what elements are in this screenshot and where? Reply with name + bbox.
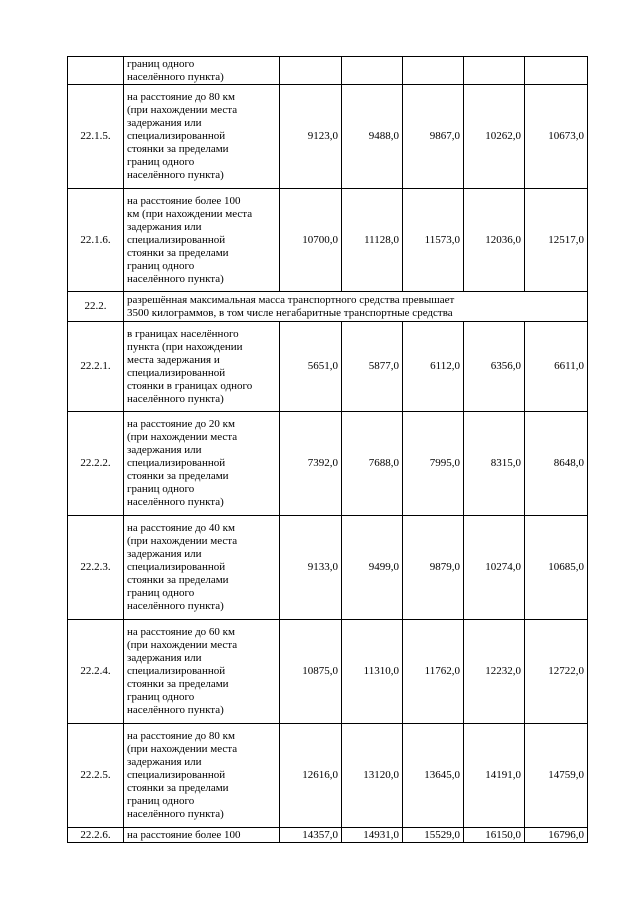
row-code: 22.1.5. [68,85,124,189]
row-code: 22.2.3. [68,516,124,620]
description-line: населённого пункта) [127,704,224,716]
table-row [68,85,588,189]
description-line: км (при нахождении места [127,207,253,220]
tariff-value-3: 7995,0 [403,412,464,516]
description-line: (при нахождении места [127,743,238,755]
description-line: в границах населённого [127,327,239,340]
tariff-value-2 [342,57,403,85]
tariff-value-1: 5651,0 [280,322,342,412]
description-line: границ одного [127,156,195,168]
row-description [124,322,280,412]
description-line: границ одного [127,691,195,703]
description-line: населённого пункта) [127,272,224,285]
tariff-value-5: 12517,0 [525,189,588,292]
tariff-value-3: 11573,0 [403,189,464,292]
description-line: специализированной [127,665,226,677]
description-line: специализированной [127,561,226,573]
description-line: (при нахождении места [127,639,238,651]
tariff-value-1: 10875,0 [280,620,342,724]
row-description [124,85,280,189]
description-line: (при нахождении места [127,535,238,547]
description-line: на расстояние до 80 км [127,91,235,103]
tariff-value-5 [525,57,588,85]
description-line: населённого пункта) [127,392,224,405]
row-description [124,724,280,828]
tariff-value-1: 9133,0 [280,516,342,620]
tariff-value-3: 9867,0 [403,85,464,189]
table-row [68,516,588,620]
tariff-value-5: 12722,0 [525,620,588,724]
tariff-table [67,56,588,843]
tariff-value-2: 7688,0 [342,412,403,516]
table-row [68,57,588,85]
description-line: задержания или [127,548,202,560]
description-line: границ одного [127,587,195,599]
tariff-value-5: 16796,0 [525,828,588,843]
tariff-value-5: 14759,0 [525,724,588,828]
description-line: на расстояние более 100 [127,828,241,841]
tariff-value-4: 16150,0 [464,828,525,843]
tariff-value-1 [280,57,342,85]
description-line: на расстояние до 40 км [127,522,235,534]
row-code [68,57,124,85]
row-code: 22.2.1. [68,322,124,412]
tariff-value-4: 6356,0 [464,322,525,412]
tariff-value-1: 12616,0 [280,724,342,828]
description-line: задержания или [127,444,202,456]
tariff-value-3: 15529,0 [403,828,464,843]
tariff-value-2: 14931,0 [342,828,403,843]
description-line: границ одного [127,259,195,272]
tariff-value-4 [464,57,525,85]
description-line: задержания или [127,117,202,129]
tariff-value-5: 10685,0 [525,516,588,620]
tariff-value-2: 11128,0 [342,189,403,292]
description-line: стоянки за пределами [127,678,229,690]
tariff-value-3 [403,57,464,85]
tariff-value-5: 6611,0 [525,322,588,412]
description-line: специализированной [127,769,226,781]
description-line: стоянки за пределами [127,574,229,586]
table-row [68,322,588,412]
description-line: задержания или [127,220,202,233]
row-code: 22.2.4. [68,620,124,724]
tariff-value-2: 13120,0 [342,724,403,828]
description-line: населённого пункта) [127,600,224,612]
tariff-value-2: 9499,0 [342,516,403,620]
description-line: на расстояние до 60 км [127,626,235,638]
description-line: специализированной [127,366,226,379]
description-line: стоянки за пределами [127,143,229,155]
description-line: стоянки за пределами [127,782,229,794]
tariff-value-3: 9879,0 [403,516,464,620]
description-line: на расстояние до 20 км [127,418,235,430]
description-line: границ одного [127,57,195,70]
tariff-value-4: 8315,0 [464,412,525,516]
tariff-value-2: 9488,0 [342,85,403,189]
tariff-value-5: 8648,0 [525,412,588,516]
description-line: задержания или [127,652,202,664]
tariff-value-3: 13645,0 [403,724,464,828]
description-line: границ одного [127,483,195,495]
tariff-value-2: 5877,0 [342,322,403,412]
row-description [124,189,280,292]
description-line: специализированной [127,457,226,469]
table-row [68,828,588,843]
row-description [124,620,280,724]
row-description [124,516,280,620]
tariff-value-3: 11762,0 [403,620,464,724]
row-description [124,828,280,843]
tariff-value-1: 9123,0 [280,85,342,189]
row-code: 22.2.2. [68,412,124,516]
tariff-value-4: 12036,0 [464,189,525,292]
description-line: (при нахождении места [127,104,238,116]
tariff-value-1: 14357,0 [280,828,342,843]
description-line: населённого пункта) [127,70,224,83]
description-line: стоянки за пределами [127,470,229,482]
row-description [124,412,280,516]
section-description [124,292,588,322]
tariff-value-3: 6112,0 [403,322,464,412]
tariff-value-2: 11310,0 [342,620,403,724]
description-line: 3500 килограммов, в том числе негабаритные транспортные средства [127,306,453,319]
tariff-value-5: 10673,0 [525,85,588,189]
description-line: на расстояние до 80 км [127,730,235,742]
tariff-value-4: 10262,0 [464,85,525,189]
table-row [68,189,588,292]
description-line: (при нахождении места [127,431,238,443]
tariff-value-1: 10700,0 [280,189,342,292]
description-line: места задержания и [127,353,220,366]
description-line: границ одного [127,795,195,807]
description-line: специализированной [127,233,226,246]
row-description [124,57,280,85]
table-body [68,57,588,843]
tariff-value-4: 12232,0 [464,620,525,724]
row-code: 22.2.5. [68,724,124,828]
row-code: 22.2. [68,292,124,322]
description-line: разрешённая максимальная масса транспортного средства превышает [127,293,455,306]
table-row [68,724,588,828]
description-line: населённого пункта) [127,496,224,508]
description-line: населённого пункта) [127,808,224,820]
description-line: на расстояние более 100 [127,194,241,207]
description-line: населённого пункта) [127,169,224,181]
table-row [68,620,588,724]
tariff-value-1: 7392,0 [280,412,342,516]
description-line: пункта (при нахождении [127,340,243,353]
row-code: 22.1.6. [68,189,124,292]
description-line: стоянки за пределами [127,246,229,259]
description-line: специализированной [127,130,226,142]
description-line: стоянки в границах одного [127,379,253,392]
table-row [68,412,588,516]
tariff-value-4: 10274,0 [464,516,525,620]
description-line: задержания или [127,756,202,768]
row-code: 22.2.6. [68,828,124,843]
tariff-value-4: 14191,0 [464,724,525,828]
section-row [68,292,588,322]
